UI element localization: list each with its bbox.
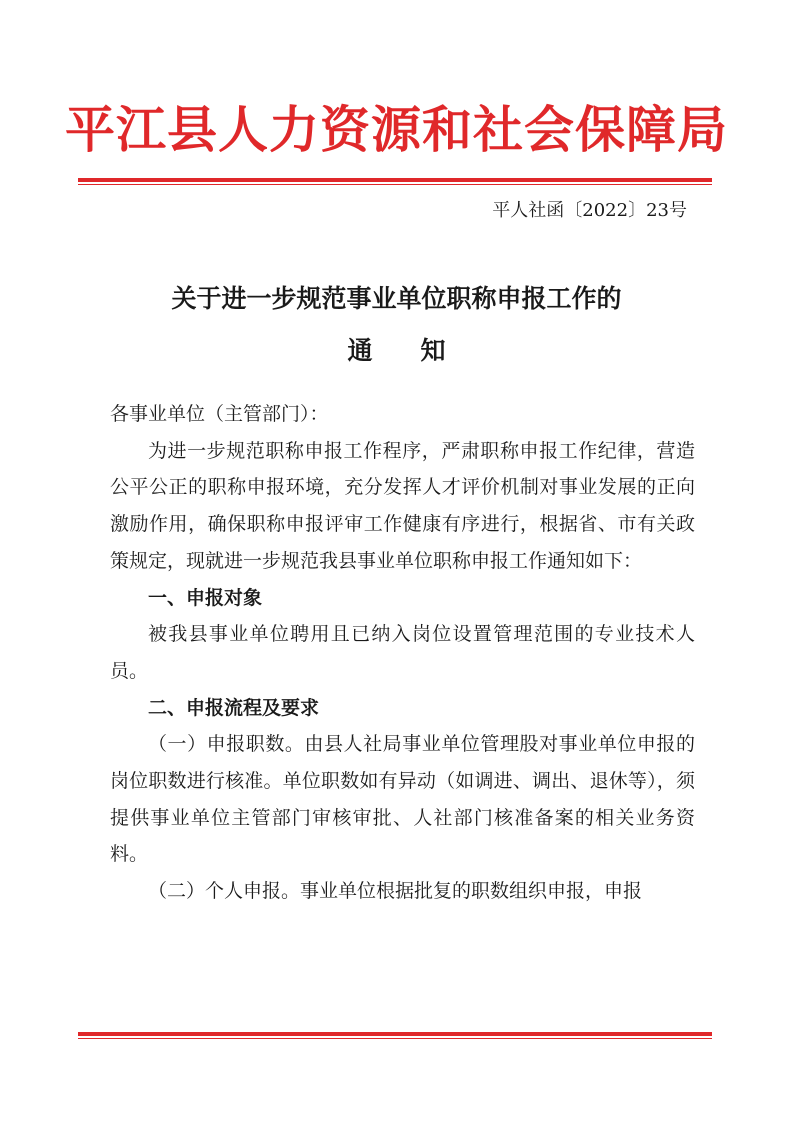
notice-body bbox=[110, 396, 695, 910]
section1-paragraph: 被我县事业单位聘用且已纳入岗位设置管理范围的专业技术人员。 bbox=[110, 623, 695, 682]
section2-item1-paragraph: （一）申报职数。由县人社局事业单位管理股对事业单位申报的岗位职数进行核准。单位职数如有异动（如调进、调出、退休等），须提供事业单位主管部门审核审批、人社部门核准备案的相关业务资料。 bbox=[110, 733, 695, 866]
section1-heading: 一、申报对象 bbox=[148, 586, 263, 609]
section2-heading: 二、申报流程及要求 bbox=[148, 696, 320, 719]
document-number: 平人社函〔2022〕23号 bbox=[492, 200, 687, 221]
salutation: 各事业单位（主管部门）： bbox=[110, 403, 329, 425]
intro-paragraph: 为进一步规范职称申报工作程序，严肃职称申报工作纪律，营造公平公正的职称申报环境，充分发挥人才评价机制对事业发展的正向激励作用，确保职称申报评审工作健康有序进行，根据省、市有关政策规定，现就进一步规范我县事业单位职称申报工作通知如下： bbox=[110, 439, 695, 572]
header-red-rule bbox=[78, 178, 712, 185]
notice-title-line2: 通知 bbox=[347, 336, 494, 365]
section2-item2-paragraph: （二）个人申报。事业单位根据批复的职数组织申报，申报 bbox=[148, 880, 643, 903]
issuing-organization-title: 平江县人力资源和社会保障局 bbox=[65, 100, 728, 159]
notice-title-line1: 关于进一步规范事业单位职称申报工作的 bbox=[171, 284, 622, 313]
footer-red-rule bbox=[78, 1032, 712, 1039]
